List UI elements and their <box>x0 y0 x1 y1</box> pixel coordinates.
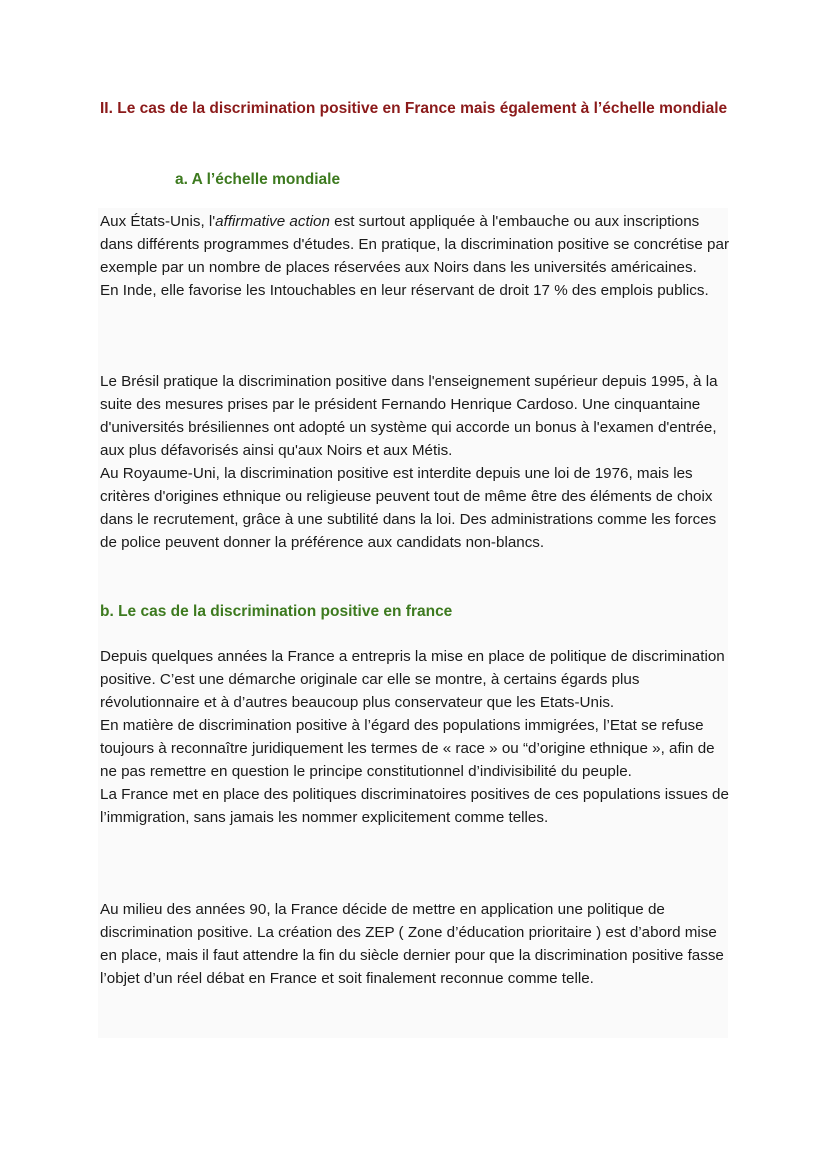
subsection-b-title: b. Le cas de la discrimination positive en france <box>100 603 453 620</box>
affirmative-action-term: affirmative action <box>215 213 330 230</box>
paragraph-india: En Inde, elle favorise les Intouchables en leur réservant de droit 17 % des emplois publics. <box>100 282 709 299</box>
subsection-a-title: a. A l’échelle mondiale <box>175 171 341 188</box>
paragraph-france-intro: Depuis quelques années la France a entrepris la mise en place de politique de discrimination positive. C’est une démarche originale car elle se montre, à certains égards plus révolutionnaire et à d’autres beaucoup plus conservateur que les Etats-Unis. <box>100 648 725 711</box>
paragraph-usa-india <box>100 210 730 302</box>
paragraph-france-immigrees: En matière de discrimination positive à l’égard des populations immigrées, l’Etat se refuse toujours à reconnaître juridiquement les termes de « race » ou “d’origine ethnique », afin de ne pas remettre en question le principe constitutionnel d’indivisibilité du peuple. <box>100 717 715 780</box>
paragraph-usa: Aux États-Unis, l'affirmative action est surtout appliquée à l'embauche ou aux inscriptions dans différents programmes d'études. En pratique, la discrimination positive se concrétise par exemple par un nombre de places réservées aux Noirs dans les universités américaines. <box>100 213 730 276</box>
paragraph-zep: Au milieu des années 90, la France décide de mettre en application une politique de discrimination positive. La création des ZEP ( Zone d’éducation prioritaire ) est d’abord mise en place, mais il faut attendre la fin du siècle dernier pour que la discrimination positive fasse l’objet d’un réel débat en France et soit finalement reconnue comme telle. <box>100 901 724 987</box>
paragraph-uk: Au Royaume-Uni, la discrimination positive est interdite depuis une loi de 1976, mais les critères d'origines ethnique ou religieuse peuvent tout de même être des éléments de choix dans le recrutement, grâce à une subtilité dans la loi. Des administrations comme les forces de police peuvent donner la préférence aux candidats non-blancs. <box>100 465 717 551</box>
paragraph-france-politiques: La France met en place des politiques discriminatoires positives de ces populations issues de l’immigration, sans jamais les nommer explicitement comme telles. <box>100 786 729 826</box>
paragraph-france-zep <box>100 898 730 990</box>
section-heading: II. Le cas de la discrimination positive en France mais également à l’échelle mondiale <box>100 100 728 117</box>
paragraph-brazil-uk <box>100 370 730 554</box>
paragraph-france-group <box>100 645 730 829</box>
paragraph-brazil: Le Brésil pratique la discrimination positive dans l'enseignement supérieur depuis 1995, à la suite des mesures prises par le président Fernando Henrique Cardoso. Une cinquantaine d'universités brésiliennes ont adopté un système qui accorde un bonus à l'examen d'entrée, aux plus défavorisés ainsi qu'aux Noirs et aux Métis. <box>100 373 718 459</box>
